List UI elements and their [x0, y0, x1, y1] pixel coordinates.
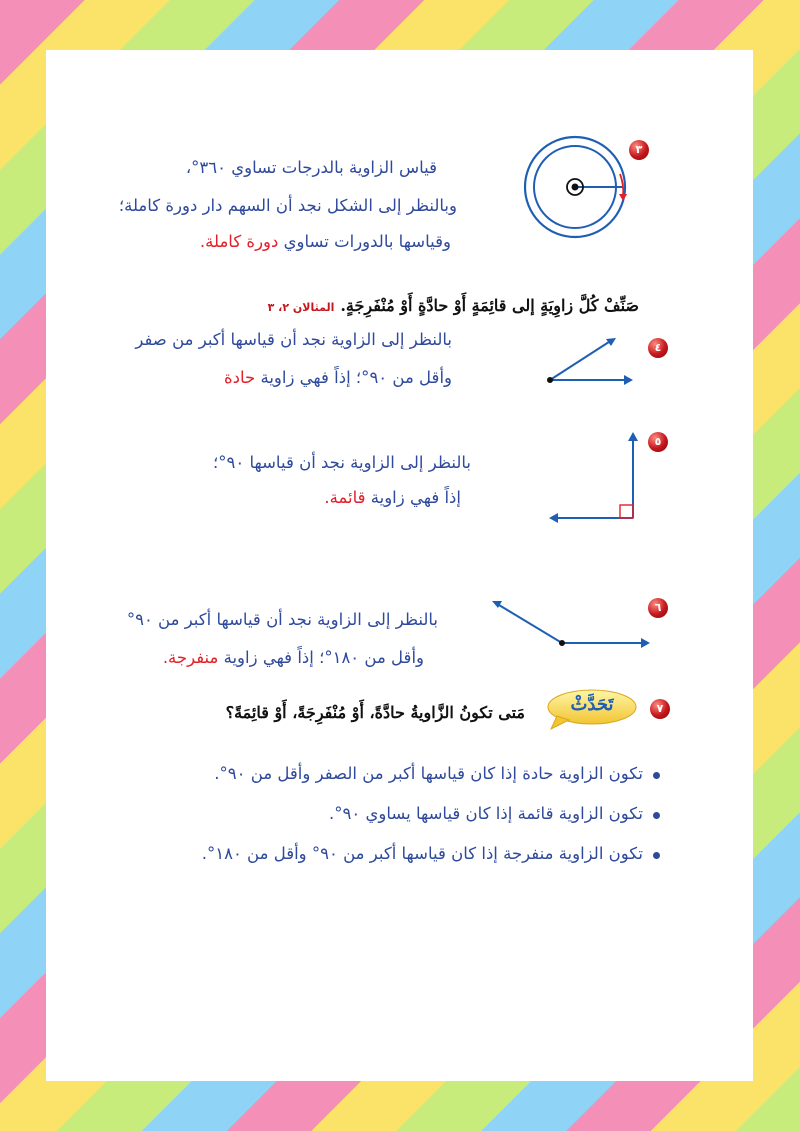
- section-heading: [268, 296, 639, 315]
- item-6-line-2-text: وأقل من ١٨٠°؛ إذاً فهي زاوية: [218, 648, 424, 667]
- acute-vertex: [547, 377, 553, 383]
- bullet-dot: [653, 772, 660, 779]
- acute-base-arrowhead: [624, 375, 633, 385]
- obtuse-vertex: [559, 640, 565, 646]
- right-angle-marker: [620, 505, 633, 518]
- item-5-line-2: [324, 488, 461, 507]
- right-vertical-arrowhead: [628, 432, 638, 441]
- item-7-number-badge: ٧: [650, 699, 670, 719]
- obtuse-slant-ray: [499, 605, 562, 643]
- bullet-dot: [653, 812, 660, 819]
- bullet-acute: تكون الزاوية حادة إذا كان قياسها أكبر من الصفر وأقل من ٩٠°.: [214, 764, 643, 783]
- rotation-arrow: [620, 174, 623, 196]
- acute-angle-diagram: [540, 330, 640, 392]
- rotation-arrowhead: [619, 194, 627, 201]
- item-3-line-2: وبالنظر إلى الشكل نجد أن السهم دار دورة كاملة؛: [118, 196, 457, 215]
- item-4-line-2: [224, 368, 452, 387]
- item-6-number-badge: ٦: [648, 598, 668, 618]
- full-rotation-diagram: [520, 130, 638, 248]
- item-6-line-1: بالنظر إلى الزاوية نجد أن قياسها أكبر من ٩٠°: [126, 610, 438, 629]
- bullet-obtuse: تكون الزاوية منفرجة إذا كان قياسها أكبر من ٩٠° وأقل من ١٨٠°.: [201, 844, 643, 863]
- acute-slant-ray: [550, 340, 612, 380]
- item-4-number-badge: ٤: [648, 338, 668, 358]
- item-4-line-1: بالنظر إلى الزاوية نجد أن قياسها أكبر من صفر: [135, 330, 452, 349]
- vertex-point: [572, 184, 579, 191]
- item-5-answer: قائمة.: [324, 488, 366, 507]
- item-3-answer: دورة كاملة.: [199, 232, 279, 251]
- examples-reference: المثالان ٢، ٣: [267, 301, 335, 314]
- item-6-answer: منفرجة.: [162, 648, 219, 667]
- item-5-line-2-text: إذاً فهي زاوية: [365, 488, 461, 507]
- bullet-dot: [653, 852, 660, 859]
- talk-label: تَحَدَّثْ: [570, 694, 614, 715]
- item-7-question: مَتى تكونُ الزَّاويةُ حادَّةً، أَوْ مُنْفَرِجَةً، أَوْ قائِمَةً؟: [225, 703, 525, 722]
- item-5-number-badge: ٥: [648, 432, 668, 452]
- item-3-line-1: قياس الزاوية بالدرجات تساوي ٣٦٠°،: [185, 158, 437, 177]
- obtuse-base-arrowhead: [641, 638, 650, 648]
- item-5-line-1: بالنظر إلى الزاوية نجد أن قياسها ٩٠°؛: [213, 453, 471, 472]
- item-4-line-2-text: وأقل من ٩٠°؛ إذاً فهي زاوية: [255, 368, 452, 387]
- item-6-line-2: [163, 648, 424, 667]
- obtuse-angle-diagram: [485, 595, 655, 655]
- item-4-answer: حادة: [224, 368, 256, 387]
- right-angle-diagram: [545, 428, 645, 528]
- right-horizontal-arrowhead: [549, 513, 558, 523]
- item-3-line-3: [200, 232, 451, 251]
- section-heading-text: صَنِّفْ كُلَّ زاوِيَةٍ إلى قائِمَةٍ أَوْ حادَّةٍ أَوْ مُنْفَرِجَةٍ.: [340, 296, 639, 315]
- bullet-right: تكون الزاوية قائمة إذا كان قياسها يساوي ٩٠°.: [329, 804, 643, 823]
- item-3-line-3-text: وقياسها بالدورات تساوي: [278, 232, 451, 251]
- item-3-number-badge: ٣: [629, 140, 649, 160]
